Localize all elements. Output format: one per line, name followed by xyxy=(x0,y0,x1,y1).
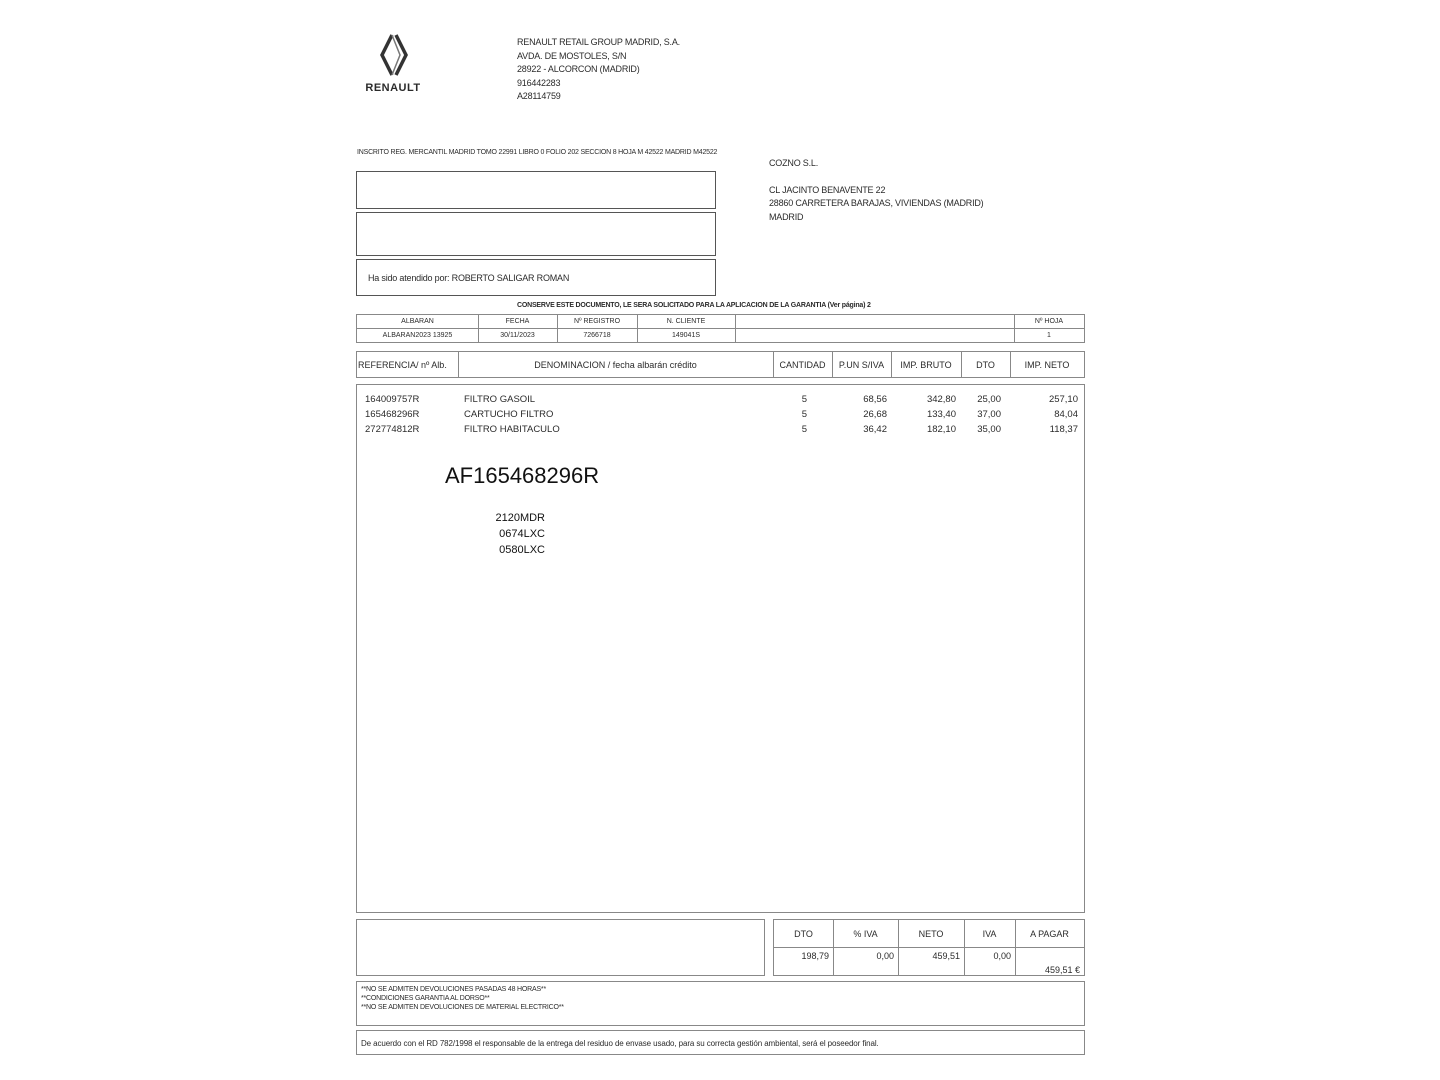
plate: 0580LXC xyxy=(499,544,545,556)
plate: 2120MDR xyxy=(495,512,545,524)
header-cliente-label: N. CLIENTE xyxy=(666,318,706,325)
header-registro-label: Nº REGISTRO xyxy=(573,318,621,325)
item-net: 257,10 xyxy=(1048,394,1078,405)
registry-text: INSCRITO REG. MERCANTIL MADRID TOMO 22991 LIBRO 0 FOLIO 202 SECCION 8 HOJA M 42522 MADRID M42522 xyxy=(357,149,718,156)
footer-box xyxy=(356,1030,1085,1055)
company-city: 28922 - ALCORCON (MADRID) xyxy=(517,64,640,74)
totals-dto-label: DTO xyxy=(794,929,813,939)
condition-line: **NO SE ADMITEN DEVOLUCIONES DE MATERIAL ELECTRICO** xyxy=(361,1004,564,1011)
item-price: 36,42 xyxy=(863,424,887,435)
item-desc: FILTRO GASOIL xyxy=(464,394,536,405)
item-discount: 37,00 xyxy=(977,409,1001,420)
item-qty: 5 xyxy=(801,394,807,405)
item-gross: 342,80 xyxy=(926,394,956,405)
col-denominacion: DENOMINACION / fecha albarán crédito xyxy=(534,360,697,370)
header-albaran-label: ALBARAN xyxy=(401,318,434,325)
item-ref: 272774812R xyxy=(365,424,420,435)
condition-line: **NO SE ADMITEN DEVOLUCIONES PASADAS 48 HORAS** xyxy=(361,986,546,993)
company-cif: A28114759 xyxy=(517,91,561,101)
totals-dto-value: 198,79 xyxy=(801,951,829,961)
total-to-pay: 459,51 € xyxy=(1044,965,1080,975)
totals-table xyxy=(773,919,1085,976)
header-fecha-value: 30/11/2023 xyxy=(500,332,535,339)
col-precio: P.UN S/IVA xyxy=(838,360,885,370)
blank-box-2 xyxy=(356,212,716,256)
totals-neto-value: 459,51 xyxy=(932,951,960,961)
conditions-list xyxy=(361,985,564,1012)
note-reference: AF165468296R xyxy=(445,463,600,488)
item-desc: FILTRO HABITACULO xyxy=(464,424,560,435)
col-dto: DTO xyxy=(976,360,995,370)
renault-diamond-icon xyxy=(356,32,432,78)
header-table xyxy=(356,314,1085,343)
brand-name: RENAULT xyxy=(365,82,421,94)
conditions-box xyxy=(356,981,1085,1026)
items-body xyxy=(356,384,1085,913)
totals-pagar-label: A PAGAR xyxy=(1030,929,1069,939)
plate: 0674LXC xyxy=(499,528,545,540)
header-hoja-value: 1 xyxy=(1047,332,1051,339)
renault-logo xyxy=(356,32,432,96)
customer-street: CL JACINTO BENAVENTE 22 xyxy=(769,184,886,195)
warranty-notice: CONSERVE ESTE DOCUMENTO, LE SERA SOLICITADO PARA LA APLICACION DE LA GARANTIA (Ver página) 2 xyxy=(517,302,871,309)
header-registro-value: 7266718 xyxy=(583,332,611,339)
item-discount: 25,00 xyxy=(977,394,1001,405)
totals-blank xyxy=(356,919,765,976)
item-qty: 5 xyxy=(801,424,807,435)
totals-iva-pct-value: 0,00 xyxy=(876,951,894,961)
plates-list xyxy=(491,510,545,558)
attended-by-text: Ha sido atendido por: ROBERTO SALIGAR ROMAN xyxy=(368,273,570,283)
company-name: RENAULT RETAIL GROUP MADRID, S.A. xyxy=(517,37,680,47)
item-gross: 133,40 xyxy=(926,409,956,420)
customer-name: COZNO S.L. xyxy=(769,158,819,168)
totals-iva-pct-label: % IVA xyxy=(853,929,878,939)
item-qty: 5 xyxy=(801,409,807,420)
items-header-row xyxy=(356,351,1085,378)
condition-line: **CONDICIONES GARANTIA AL DORSO** xyxy=(361,995,490,1002)
company-address: AVDA. DE MOSTOLES, S/N xyxy=(517,50,627,61)
customer-region: MADRID xyxy=(769,211,804,222)
header-cliente-value: 149041S xyxy=(671,332,701,339)
customer-city: 28860 CARRETERA BARAJAS, VIVIENDAS (MADRID) xyxy=(769,198,984,208)
blank-box-1 xyxy=(356,171,716,209)
item-ref: 165468296R xyxy=(365,409,420,420)
item-ref: 164009757R xyxy=(365,394,420,405)
attended-box xyxy=(356,259,716,296)
item-discount: 35,00 xyxy=(977,424,1001,435)
company-phone: 916442283 xyxy=(517,77,561,88)
col-referencia: REFERENCIA/ nº Alb. xyxy=(358,360,447,370)
item-net: 84,04 xyxy=(1054,409,1078,420)
totals-iva-label: IVA xyxy=(982,929,997,939)
customer-address xyxy=(769,157,983,224)
company-info xyxy=(517,36,680,104)
item-gross: 182,10 xyxy=(926,424,956,435)
col-bruto: IMP. BRUTO xyxy=(900,360,952,370)
col-cantidad: CANTIDAD xyxy=(779,360,826,370)
totals-iva-value: 0,00 xyxy=(993,951,1011,961)
col-neto: IMP. NETO xyxy=(1024,360,1070,370)
item-price: 68,56 xyxy=(863,394,887,405)
item-net: 118,37 xyxy=(1049,424,1078,435)
header-albaran-value: ALBARAN2023 13925 xyxy=(382,332,453,339)
header-fecha-label: FECHA xyxy=(505,318,530,325)
footer-text: De acuerdo con el RD 782/1998 el responsable de la entrega del residuo de envase usado, para su correcta gestión ambiental, será el poseedor final. xyxy=(361,1039,879,1048)
item-desc: CARTUCHO FILTRO xyxy=(464,409,554,420)
header-hoja-label: Nº HOJA xyxy=(1034,318,1064,325)
totals-neto-label: NETO xyxy=(918,929,944,939)
item-price: 26,68 xyxy=(863,409,887,420)
